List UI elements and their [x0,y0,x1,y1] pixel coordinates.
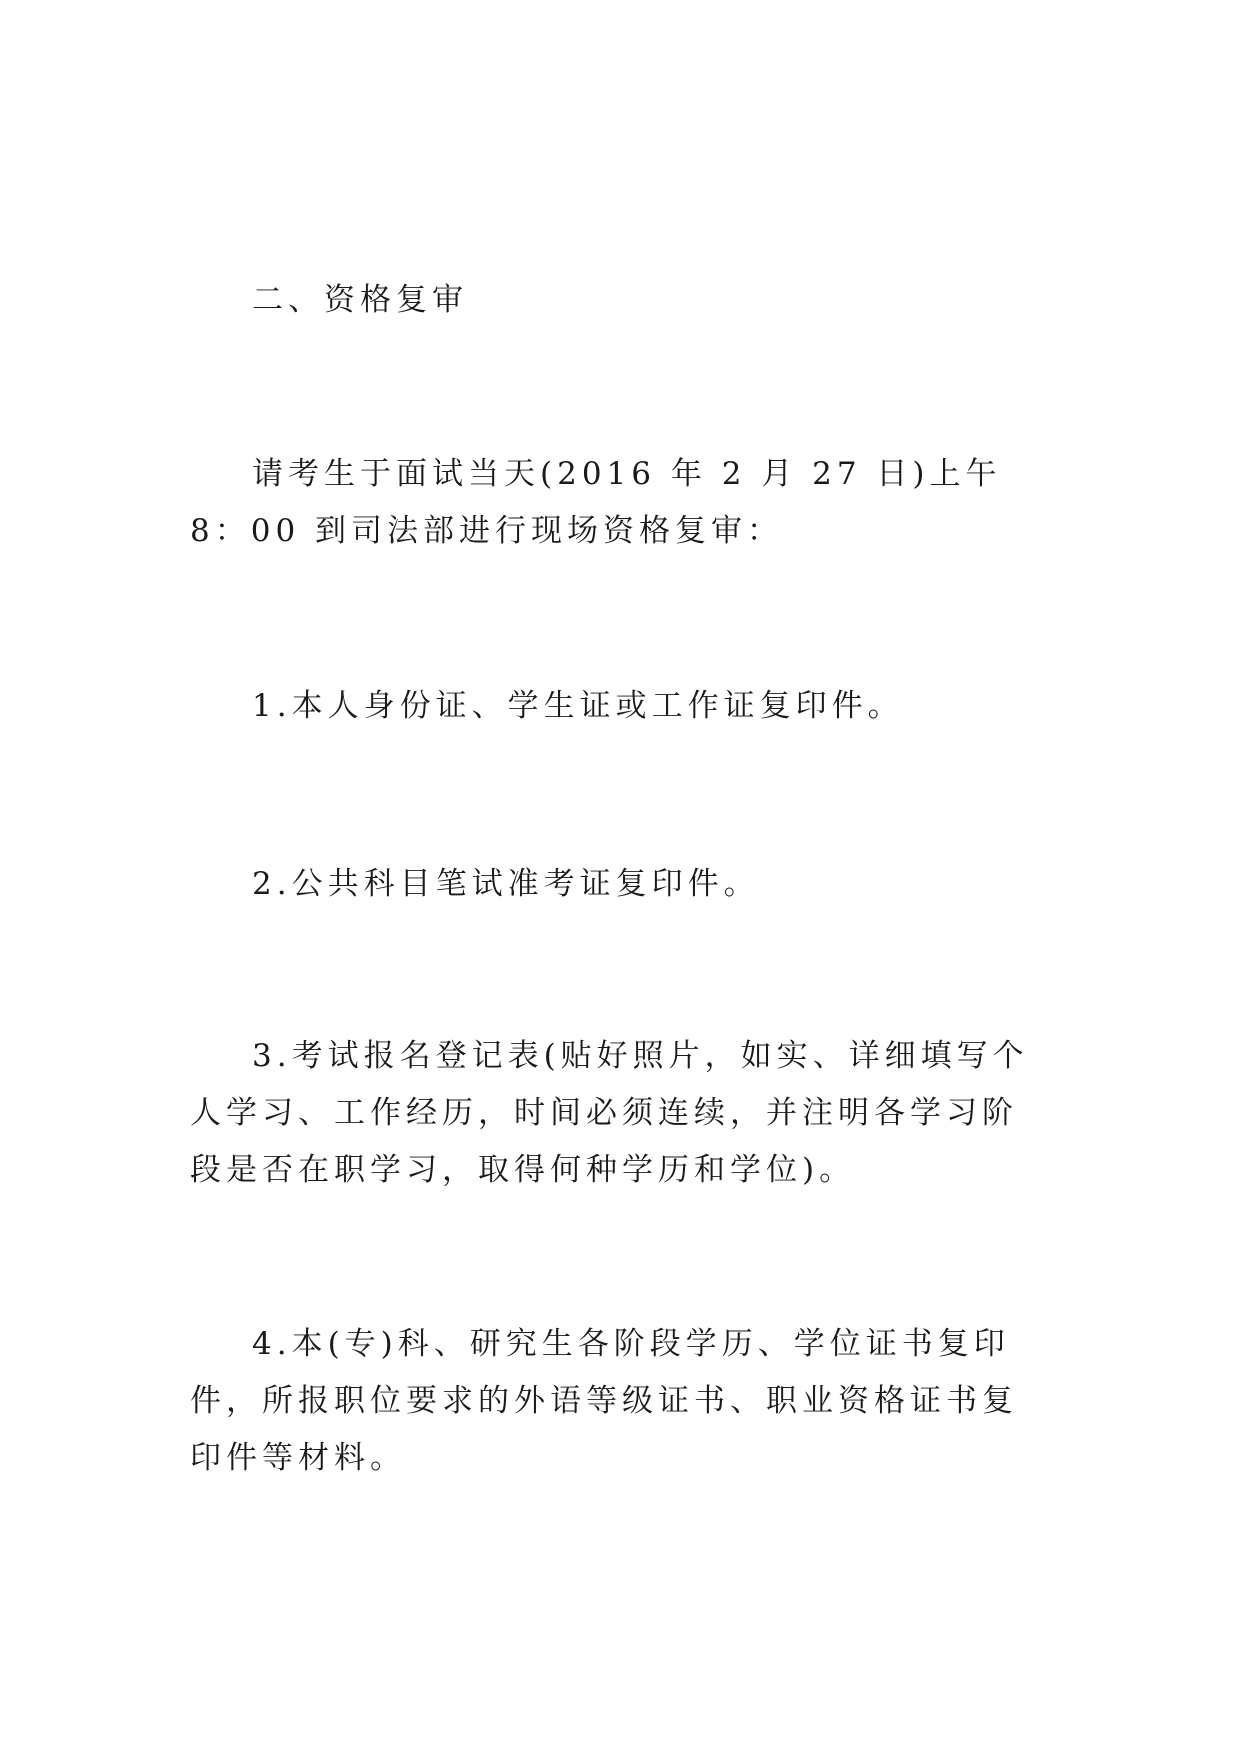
list-item-4: 4.本(专)科、研究生各阶段学历、学位证书复印件，所报职位要求的外语等级证书、职业资格证书复印件等材料。 [190,1326,1018,1476]
section-heading: 二、资格复审 [252,282,468,318]
list-item-3: 3.考试报名登记表(贴好照片，如实、详细填写个人学习、工作经历，时间必须连续，并注明各学习阶段是否在职学习，取得何种学历和学位)。 [190,1038,1029,1188]
intro-paragraph: 请考生于面试当天(2016 年 2 月 27 日)上午 8：00 到司法部进行现场资格复审： [190,456,1002,549]
list-item-1: 1.本人身份证、学生证或工作证复印件。 [252,688,904,724]
list-item-2: 2.公共科目笔试准考证复印件。 [252,866,760,902]
